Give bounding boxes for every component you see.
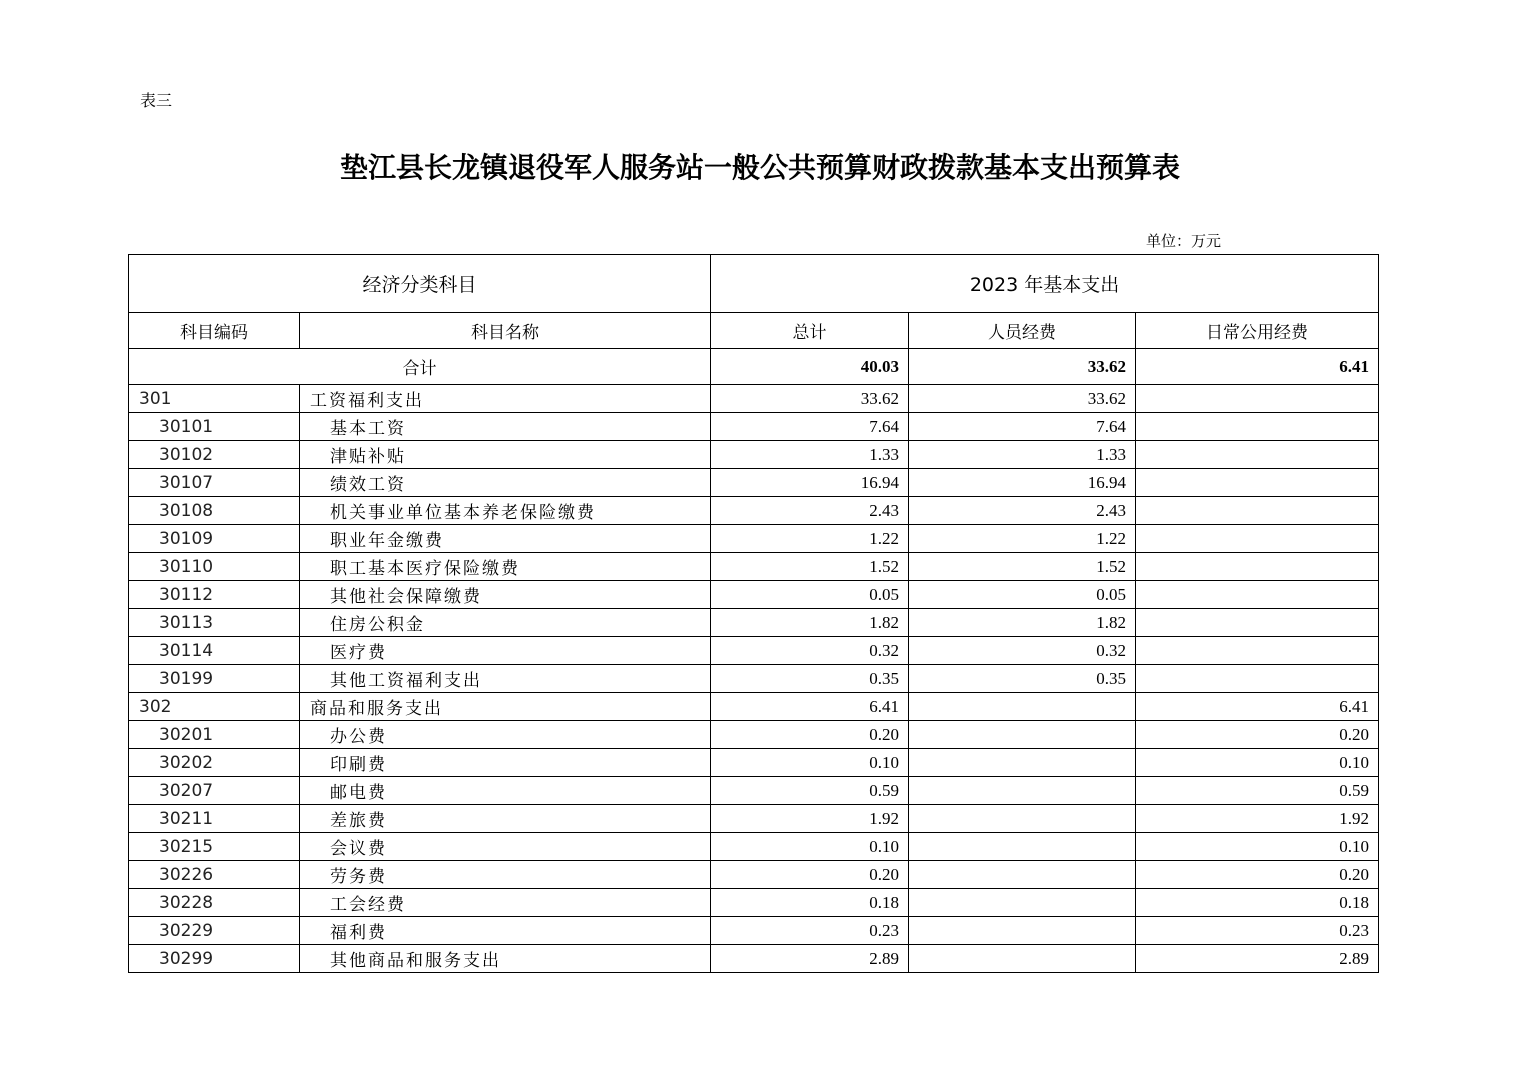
cell-code: 30202: [129, 749, 300, 777]
header-name: 科目名称: [300, 313, 711, 349]
cell-name: 邮电费: [300, 777, 711, 805]
cell-personnel: 1.22: [909, 525, 1136, 553]
header-row-columns: [129, 313, 1379, 349]
cell-code: 30102: [129, 441, 300, 469]
cell-code: 30107: [129, 469, 300, 497]
page-title: 垫江县长龙镇退役军人服务站一般公共预算财政拨款基本支出预算表: [339, 151, 1180, 184]
cell-name: 工资福利支出: [300, 385, 711, 413]
cell-total: 1.92: [711, 805, 909, 833]
table-row: [129, 497, 1379, 525]
cell-public: 0.23: [1136, 917, 1379, 945]
table-row: [129, 609, 1379, 637]
cell-code: 30299: [129, 945, 300, 973]
cell-total: 1.33: [711, 441, 909, 469]
cell-public: [1136, 469, 1379, 497]
cell-name: 办公费: [300, 721, 711, 749]
cell-code: 30207: [129, 777, 300, 805]
category-row: [129, 385, 1379, 413]
table-row: [129, 469, 1379, 497]
header-basic-expenditure: 2023 年基本支出: [711, 255, 1379, 313]
table-row: [129, 917, 1379, 945]
cell-personnel: 16.94: [909, 469, 1136, 497]
cell-personnel: 2.43: [909, 497, 1136, 525]
table-row: [129, 777, 1379, 805]
cell-personnel: 7.64: [909, 413, 1136, 441]
cell-personnel: 33.62: [909, 385, 1136, 413]
cell-name: 印刷费: [300, 749, 711, 777]
table-row: [129, 833, 1379, 861]
cell-public: [1136, 413, 1379, 441]
total-public: 6.41: [1136, 349, 1379, 385]
cell-public: [1136, 609, 1379, 637]
cell-public: 1.92: [1136, 805, 1379, 833]
cell-personnel: 0.35: [909, 665, 1136, 693]
cell-name: 其他商品和服务支出: [300, 945, 711, 973]
cell-code: 301: [129, 385, 300, 413]
cell-code: 30228: [129, 889, 300, 917]
cell-personnel: [909, 945, 1136, 973]
cell-public: [1136, 581, 1379, 609]
cell-code: 30108: [129, 497, 300, 525]
cell-public: [1136, 497, 1379, 525]
cell-name: 机关事业单位基本养老保险缴费: [300, 497, 711, 525]
cell-personnel: 1.52: [909, 553, 1136, 581]
cell-code: 30114: [129, 637, 300, 665]
cell-public: 0.10: [1136, 833, 1379, 861]
cell-name: 福利费: [300, 917, 711, 945]
cell-total: 0.20: [711, 861, 909, 889]
cell-name: 医疗费: [300, 637, 711, 665]
cell-public: 0.20: [1136, 861, 1379, 889]
cell-personnel: 0.32: [909, 637, 1136, 665]
header-public: 日常公用经费: [1136, 313, 1379, 349]
cell-name: 其他社会保障缴费: [300, 581, 711, 609]
cell-code: 30229: [129, 917, 300, 945]
header-economic-category: 经济分类科目: [129, 255, 711, 313]
cell-code: 30113: [129, 609, 300, 637]
cell-total: 0.23: [711, 917, 909, 945]
table-row: [129, 889, 1379, 917]
table-row: [129, 721, 1379, 749]
table-row: [129, 553, 1379, 581]
cell-personnel: [909, 889, 1136, 917]
cell-personnel: [909, 917, 1136, 945]
cell-personnel: 0.05: [909, 581, 1136, 609]
cell-name: 商品和服务支出: [300, 693, 711, 721]
cell-total: 0.10: [711, 749, 909, 777]
cell-code: 30101: [129, 413, 300, 441]
table-row: [129, 805, 1379, 833]
cell-public: [1136, 637, 1379, 665]
table-row: [129, 441, 1379, 469]
cell-total: 0.35: [711, 665, 909, 693]
cell-personnel: [909, 693, 1136, 721]
cell-public: 0.18: [1136, 889, 1379, 917]
cell-personnel: [909, 833, 1136, 861]
cell-public: 2.89: [1136, 945, 1379, 973]
cell-public: 6.41: [1136, 693, 1379, 721]
cell-total: 0.59: [711, 777, 909, 805]
cell-personnel: 1.82: [909, 609, 1136, 637]
cell-name: 基本工资: [300, 413, 711, 441]
cell-name: 工会经费: [300, 889, 711, 917]
table-row: [129, 749, 1379, 777]
header-personnel: 人员经费: [909, 313, 1136, 349]
cell-personnel: 1.33: [909, 441, 1136, 469]
cell-code: 30199: [129, 665, 300, 693]
cell-name: 会议费: [300, 833, 711, 861]
unit-label: 单位：万元: [1146, 232, 1222, 250]
cell-total: 16.94: [711, 469, 909, 497]
table-row: [129, 581, 1379, 609]
cell-name: 其他工资福利支出: [300, 665, 711, 693]
cell-code: 30201: [129, 721, 300, 749]
cell-public: [1136, 525, 1379, 553]
cell-public: [1136, 441, 1379, 469]
cell-name: 住房公积金: [300, 609, 711, 637]
table-label: 表三: [140, 91, 173, 110]
cell-personnel: [909, 861, 1136, 889]
table-row: [129, 861, 1379, 889]
header-code: 科目编码: [129, 313, 300, 349]
table-row: [129, 665, 1379, 693]
cell-code: 30226: [129, 861, 300, 889]
cell-code: 30109: [129, 525, 300, 553]
cell-total: 1.52: [711, 553, 909, 581]
cell-total: 0.20: [711, 721, 909, 749]
total-sum: 40.03: [711, 349, 909, 385]
table-row: [129, 945, 1379, 973]
table-row: [129, 413, 1379, 441]
header-row-group: [129, 255, 1379, 313]
cell-personnel: [909, 721, 1136, 749]
cell-total: 7.64: [711, 413, 909, 441]
total-row: [129, 349, 1379, 385]
cell-name: 津贴补贴: [300, 441, 711, 469]
table-row: [129, 637, 1379, 665]
cell-total: 1.82: [711, 609, 909, 637]
cell-name: 职工基本医疗保险缴费: [300, 553, 711, 581]
category-row: [129, 693, 1379, 721]
cell-total: 0.05: [711, 581, 909, 609]
cell-name: 绩效工资: [300, 469, 711, 497]
cell-public: 0.20: [1136, 721, 1379, 749]
total-personnel: 33.62: [909, 349, 1136, 385]
cell-code: 30215: [129, 833, 300, 861]
cell-public: [1136, 385, 1379, 413]
header-total: 总计: [711, 313, 909, 349]
cell-code: 302: [129, 693, 300, 721]
cell-public: [1136, 665, 1379, 693]
cell-personnel: [909, 777, 1136, 805]
cell-personnel: [909, 749, 1136, 777]
total-label: 合计: [129, 349, 711, 385]
cell-public: [1136, 553, 1379, 581]
cell-total: 1.22: [711, 525, 909, 553]
table-row: [129, 525, 1379, 553]
cell-code: 30110: [129, 553, 300, 581]
budget-table: [128, 254, 1379, 973]
cell-code: 30112: [129, 581, 300, 609]
cell-public: 0.59: [1136, 777, 1379, 805]
cell-code: 30211: [129, 805, 300, 833]
cell-total: 0.10: [711, 833, 909, 861]
cell-personnel: [909, 805, 1136, 833]
cell-total: 2.89: [711, 945, 909, 973]
cell-name: 职业年金缴费: [300, 525, 711, 553]
cell-total: 0.32: [711, 637, 909, 665]
cell-name: 劳务费: [300, 861, 711, 889]
cell-total: 6.41: [711, 693, 909, 721]
cell-name: 差旅费: [300, 805, 711, 833]
cell-public: 0.10: [1136, 749, 1379, 777]
cell-total: 2.43: [711, 497, 909, 525]
cell-total: 33.62: [711, 385, 909, 413]
cell-total: 0.18: [711, 889, 909, 917]
